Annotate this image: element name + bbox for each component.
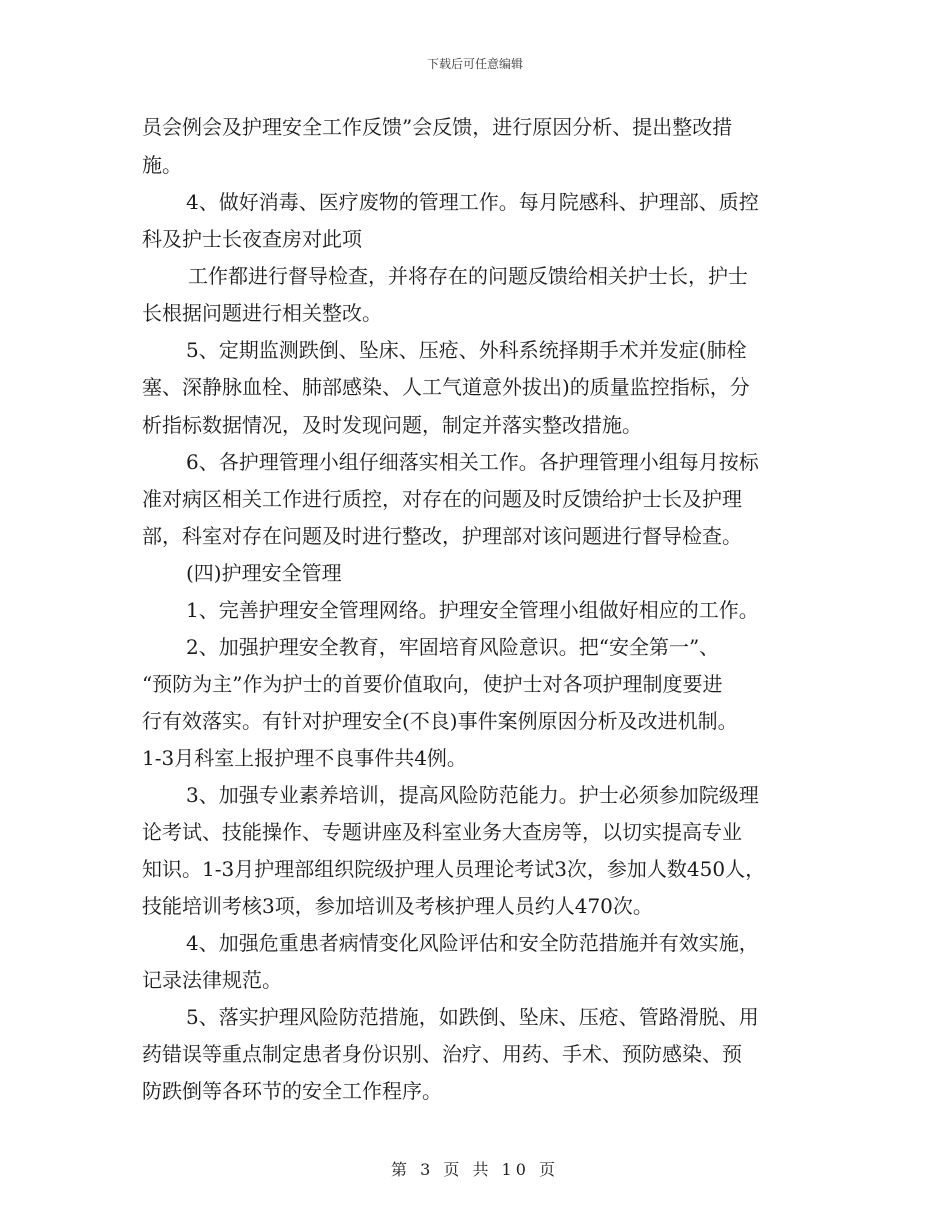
text-line: 长根据问题进行相关整改。	[142, 301, 382, 325]
text-line: 防跌倒等各环节的安全工作程序。	[142, 1079, 442, 1103]
text-line: 4、做好消毒、医疗废物的管理工作。每月院感科、护理部、质控	[186, 190, 759, 214]
text-line: 员会例会及护理安全工作反馈”会反馈，进行原因分析、提出整改措	[142, 115, 733, 139]
text-line: 技能培训考核3项，参加培训及考核护理人员约人470次。	[142, 894, 653, 918]
text-line: 1-3月科室上报护理不良事件共4例。	[142, 746, 467, 770]
text-line: 5、定期监测跌倒、坠床、压疮、外科系统择期手术并发症(肺栓	[186, 338, 747, 362]
page-header: 下载后可任意编辑	[426, 57, 523, 71]
text-line: 1、完善护理安全管理网络。护理安全管理小组做好相应的工作。	[186, 598, 759, 622]
text-line: 准对病区相关工作进行质控，对存在的问题及时反馈给护士长及护理	[142, 487, 742, 511]
text-line: 6、各护理管理小组仔细落实相关工作。各护理管理小组每月按标	[186, 450, 759, 474]
section-heading: (四)护理安全管理	[186, 561, 342, 585]
page-number: 第 3 页 共 10 页	[391, 1160, 559, 1179]
text-line: 2、加强护理安全教育，牢固培育风险意识。把“安全第一”、	[186, 635, 720, 659]
text-line: 部，科室对存在问题及时进行整改，护理部对该问题进行督导检查。	[142, 524, 742, 548]
text-line: “预防为主”作为护士的首要价值取向，使护士对各项护理制度要进	[142, 672, 723, 696]
text-line: 药错误等重点制定患者身份识别、治疗、用药、手术、预防感染、预	[142, 1042, 742, 1066]
text-line: 记录法律规范。	[142, 968, 282, 992]
text-line: 知识。1-3月护理部组织院级护理人员理论考试3次，参加人数450人，	[142, 857, 766, 881]
text-line: 4、加强危重患者病情变化风险评估和安全防范措施并有效实施，	[186, 931, 759, 955]
text-line: 塞、深静脉血栓、肺部感染、人工气道意外拔出)的质量监控指标，分	[142, 375, 750, 399]
text-line: 析指标数据情况，及时发现问题，制定并落实整改措施。	[142, 413, 642, 437]
text-line: 科及护士长夜查房对此项	[142, 227, 362, 251]
text-line: 工作都进行督导检查，并将存在的问题反馈给相关护士长，护士	[188, 264, 748, 288]
text-line: 论考试、技能操作、专题讲座及科室业务大查房等，以切实提高专业	[142, 820, 742, 844]
text-line: 施。	[142, 153, 182, 177]
text-line: 5、落实护理风险防范措施，如跌倒、坠床、压疮、管路滑脱、用	[186, 1005, 759, 1029]
text-line: 3、加强专业素养培训，提高风险防范能力。护士必须参加院级理	[186, 783, 759, 807]
text-line: 行有效落实。有针对护理安全(不良)事件案例原因分析及改进机制。	[142, 709, 738, 733]
